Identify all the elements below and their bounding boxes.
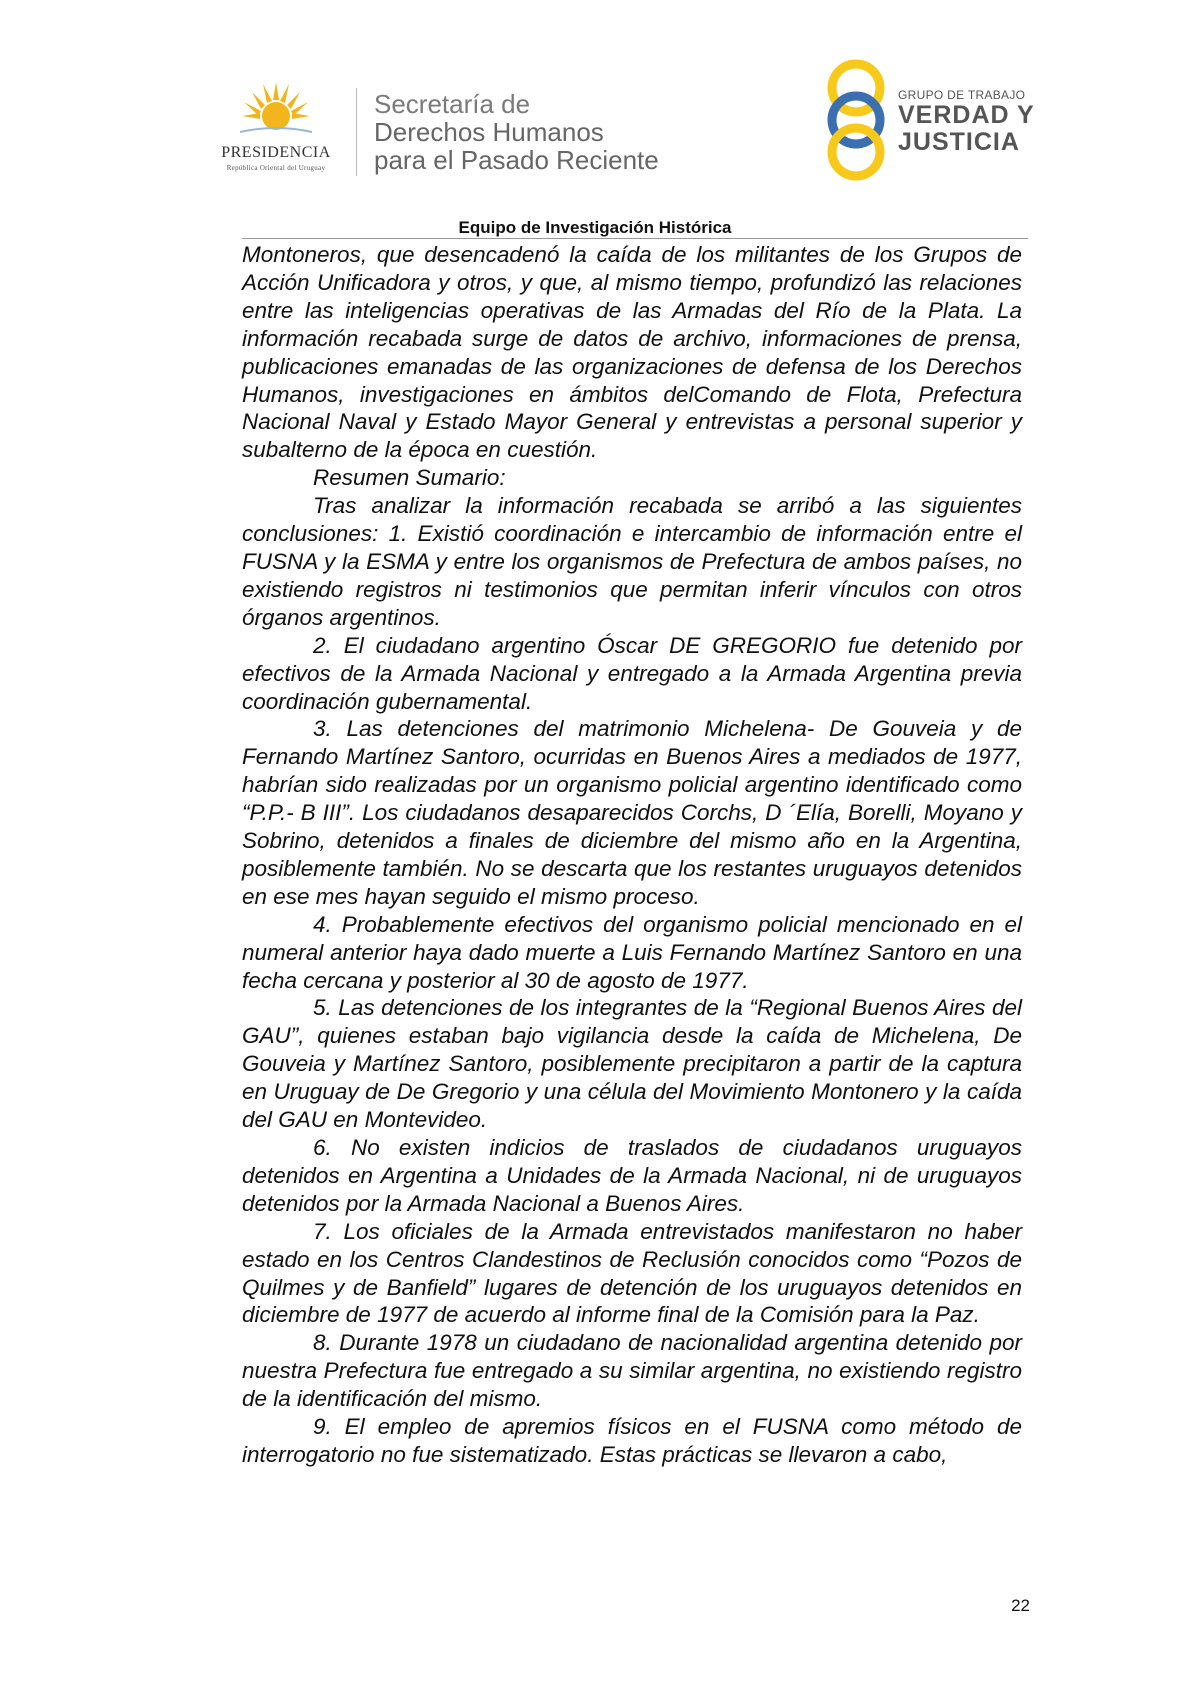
presidencia-logo <box>196 80 356 180</box>
paragraph: Montoneros, que desencadenó la caída de los militantes de los Grupos de Acción Unificadora y otros, y que, al mismo tiempo, profundizó las relaciones entre las inteligencias operativas de las Armadas del Río de la Plata. La información recabada surge de datos de archivo, informaciones de prensa, publicaciones emanadas de las organizaciones de defensa de los Derechos Humanos, investigaciones en ámbitos delComando de Flota, Prefectura Nacional Naval y Estado Mayor General y entrevistas a personal superior y subalterno de la época en cuestión. <box>242 242 1022 463</box>
presidencia-subtitle: República Oriental del Uruguay <box>226 164 326 172</box>
presidencia-title: PRESIDENCIA <box>221 144 331 161</box>
paragraph: Resumen Sumario: <box>313 465 506 491</box>
grupo-line1: GRUPO DE TRABAJO <box>898 88 1026 102</box>
paragraph: 7. Los oficiales de la Armada entrevistados manifestaron no haber estado en los Centros Clandestinos de Reclusión conocidos como “Pozos de Quilmes y de Banfield” lugares de detención de los uruguayos detenidos en diciembre de 1977 de acuerdo al informe final de la Comisión para la Paz. <box>242 1218 1022 1328</box>
paragraph: Tras analizar la información recabada se arribó a las siguientes conclusiones: 1. Existió coordinación e intercambio de información entre el FUSNA y la ESMA y entre los organismos de Prefectura de ambos países, no existiendo registros ni testimonios que permitan inferir vínculos con otros órganos argentinos. <box>242 493 1022 630</box>
paragraph: 8. Durante 1978 un ciudadano de nacionalidad argentina detenido por nuestra Prefectura fue entregado a su similar argentina, no existiendo registro de la identificación del mismo. <box>242 1330 1022 1412</box>
team-title: Equipo de Investigación Histórica <box>458 218 732 237</box>
document-body <box>242 241 1022 1469</box>
paragraph: 3. Las detenciones del matrimonio Michelena- De Gouveia y de Fernando Martínez Santoro, ocurridas en Buenos Aires a mediados de 1977, habrían sido realizadas por un organismo policial argentino identificado como “P.P.- B III”. Los ciudadanos desaparecidos Corchs, D ´Elía, Borelli, Moyano y Sobrino, detenidos a finales de diciembre del mismo año en la Argentina, posiblemente también. No se descarta que los restantes uruguayos detenidos en ese mes hayan seguido el mismo proceso. <box>242 716 1022 909</box>
paragraph: 5. Las detenciones de los integrantes de la “Regional Buenos Aires del GAU”, quienes estaban bajo vigilancia desde la caída de Michelena, De Gouveia y Martínez Santoro, posiblemente precipitaron a partir de la captura en Uruguay de De Gregorio y una célula del Movimiento Montonero y la caída del GAU en Montevideo. <box>242 995 1022 1133</box>
secretaria-logo-text <box>374 90 659 174</box>
paragraph: 6. No existen indicios de traslados de ciudadanos uruguayos detenidos en Argentina a Unidades de la Armada Nacional, ni de uruguayos detenidos por la Armada Nacional a Buenos Aires. <box>242 1135 1022 1216</box>
grupo-line3: JUSTICIA <box>898 128 1020 156</box>
verdad-justicia-text <box>898 88 1035 156</box>
secretaria-line3: para el Pasado Reciente <box>374 145 659 175</box>
paragraph: 2. El ciudadano argentino Óscar DE GREGORIO fue detenido por efectivos de la Armada Nacional y entregado a la Armada Argentina previa coordinación gubernamental. <box>242 632 1022 714</box>
logo-divider <box>356 88 357 176</box>
header-rule <box>242 238 1028 239</box>
page-number: 22 <box>1011 1596 1030 1615</box>
grupo-line2: VERDAD Y <box>898 101 1035 129</box>
paragraph: 9. El empleo de apremios físicos en el FUSNA como método de interrogatorio no fue sistematizado. Estas prácticas se llevaron a cabo, <box>242 1414 1022 1467</box>
secretaria-line2: Derechos Humanos <box>374 117 604 147</box>
paragraph: 4. Probablemente efectivos del organismo policial mencionado en el numeral anterior haya dado muerte a Luis Fernando Martínez Santoro en una fecha cercana y posterior al 30 de agosto de 1977. <box>242 911 1022 993</box>
sun-emblem-icon <box>236 80 316 144</box>
verdad-justicia-rings-icon <box>820 58 892 182</box>
secretaria-line1: Secretaría de <box>374 89 531 119</box>
